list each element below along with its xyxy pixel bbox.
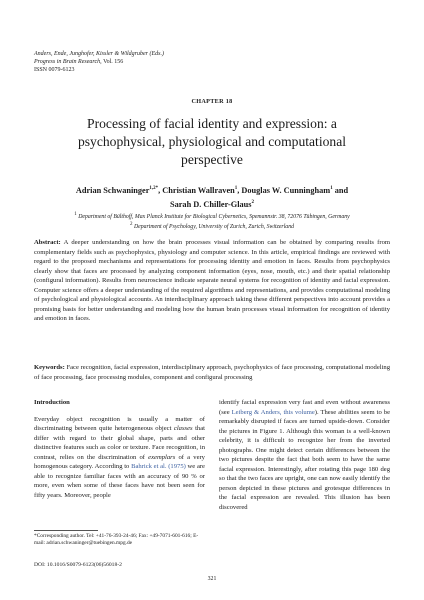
affiliations: [30, 211, 394, 231]
abstract: [34, 238, 390, 324]
doi: DOI: 10.1016/S0079-6123(06)56018-2: [34, 562, 122, 568]
article-title: Processing of facial identity and expression: a psychophysical, physiological and computational perspective: [77, 116, 347, 167]
page-number: 321: [207, 576, 217, 582]
chapter-label: CHAPTER 18: [191, 98, 233, 105]
keywords-label: Keywords:: [34, 364, 65, 371]
body-text: that differ with regard to their global shape, parts and other distinctive features such as color or texture. Face recognition, in contrast, relies on the discrimination of: [34, 425, 205, 461]
author-separator: ,: [237, 185, 242, 195]
emphasis: classes: [173, 425, 193, 432]
author-affiliation-marker: 1,2: [149, 186, 156, 191]
body-text: Everyday object recognition is usually a matter of discriminating between quite heterogeneous object: [34, 415, 205, 432]
issn: ISSN 0079-6123: [34, 67, 75, 73]
author-separator: ,: [158, 185, 163, 195]
body-paragraph: [219, 398, 390, 512]
affiliation: [30, 211, 394, 221]
affiliation: [30, 221, 394, 231]
body-text: we are able to recognize familiar faces with an accuracy of 90 % or more, even when some of these faces have not been seen for fifty years. Moreover, people: [34, 463, 205, 499]
affiliation-number: 1: [74, 212, 77, 217]
author-name: Christian Wallraven: [162, 185, 235, 195]
corresponding-author-footnote: *Corresponding author. Tel: +41-76-393-24-46; Fax: +49-7071-601-616; E-mail: adrian.schwaninger@tuebingen.mpg.de: [34, 533, 199, 547]
keywords-text: Face recognition, facial expression, interdisciplinary approach, psychophysics of face processing, computational modeling of face processing, face processing modules, component and configural processing: [34, 364, 390, 381]
body-text: ). These abilities seem to be remarkably disrupted if faces are turned upside-down. Consider the pictures in Figure 1. Although this woman is a well-known celebrity, it is difficult to recognize her from the inverted photographs. One might detect certain differences between the two pictures despite the fact that both seem to have the same facial expression. Interestingly, after rotating this page 180 deg so that the two faces are upright, one can now easily identify the person depicted in these pictures and grotesque differences in the facial expression are revealed. This illusion has been discovered: [219, 408, 390, 511]
author-list: [40, 183, 384, 211]
affiliation-text: Department of Bülthoff, Max Planck Institute for Biological Cybernetics, Spemannstr. 38, 72076 Tübingen, Germany: [78, 213, 350, 220]
body-text: of a very homogenous category. According to: [34, 453, 205, 470]
affiliation-text: Department of Psychology, University of Zurich, Zurich, Switzerland: [133, 223, 294, 230]
author-affiliation-marker: 1: [234, 186, 238, 191]
section-heading: Introduction: [34, 399, 70, 406]
affiliation-number: 2: [130, 221, 133, 227]
editors: Anders, Ende, Junghofer, Kissler & Wildgruber (Eds.): [34, 51, 164, 57]
abstract-label: Abstract:: [34, 239, 61, 246]
body-column-right: [219, 398, 390, 512]
series-name: Progress in Brain Research: [34, 59, 101, 65]
author-name: Douglas W. Cunningham: [241, 185, 331, 195]
series-line: [34, 58, 164, 66]
author-name: Adrian Schwaninger: [75, 185, 150, 195]
emphasis: exemplars: [148, 453, 176, 461]
abstract-text: A deeper understanding on how the brain processes visual information can be obtained by comparing results from complementary fields such as psychophysics, physiology and computer science. In this article, empirical findings are reviewed with regard to the proposed mechanisms and representations for processing identity and emotion in faces. Results from psychophysics clearly show that faces are processed by analyzing component information (eyes, nose, mouth, etc.) and their spatial relationship (configural information). Results from neuroscience indicate separate neural systems for recognition of identity and facial expression. Computer science offers a deeper understanding of the required algorithms and representations, and provides computational modeling of psychological and physiological accounts. An interdisciplinary approach taking these different perspectives into account provides a promising basis for better understanding and modeling how the human brain processes visual information for recognition of identity and emotion in faces.: [34, 239, 390, 322]
body-column-left: [34, 398, 205, 500]
footnote-divider: [34, 530, 98, 531]
corresponding-marker: *: [155, 186, 159, 191]
keywords: [34, 363, 390, 382]
citation-link[interactable]: Leiberg & Anders, this volume: [231, 408, 315, 416]
body-text: identify facial expression very fast and even without awareness (see: [219, 399, 390, 416]
author-affiliation-marker: 1: [330, 186, 333, 191]
source-info: [34, 50, 164, 74]
author-separator: and: [332, 185, 349, 195]
body-paragraph: [34, 415, 205, 501]
volume: , Vol. 156: [100, 59, 124, 65]
citation-link[interactable]: Bahrick et al. (1975): [131, 463, 186, 470]
author-affiliation-marker: 2: [251, 199, 254, 205]
author-name: Sarah D. Chiller-Glaus: [169, 199, 252, 209]
